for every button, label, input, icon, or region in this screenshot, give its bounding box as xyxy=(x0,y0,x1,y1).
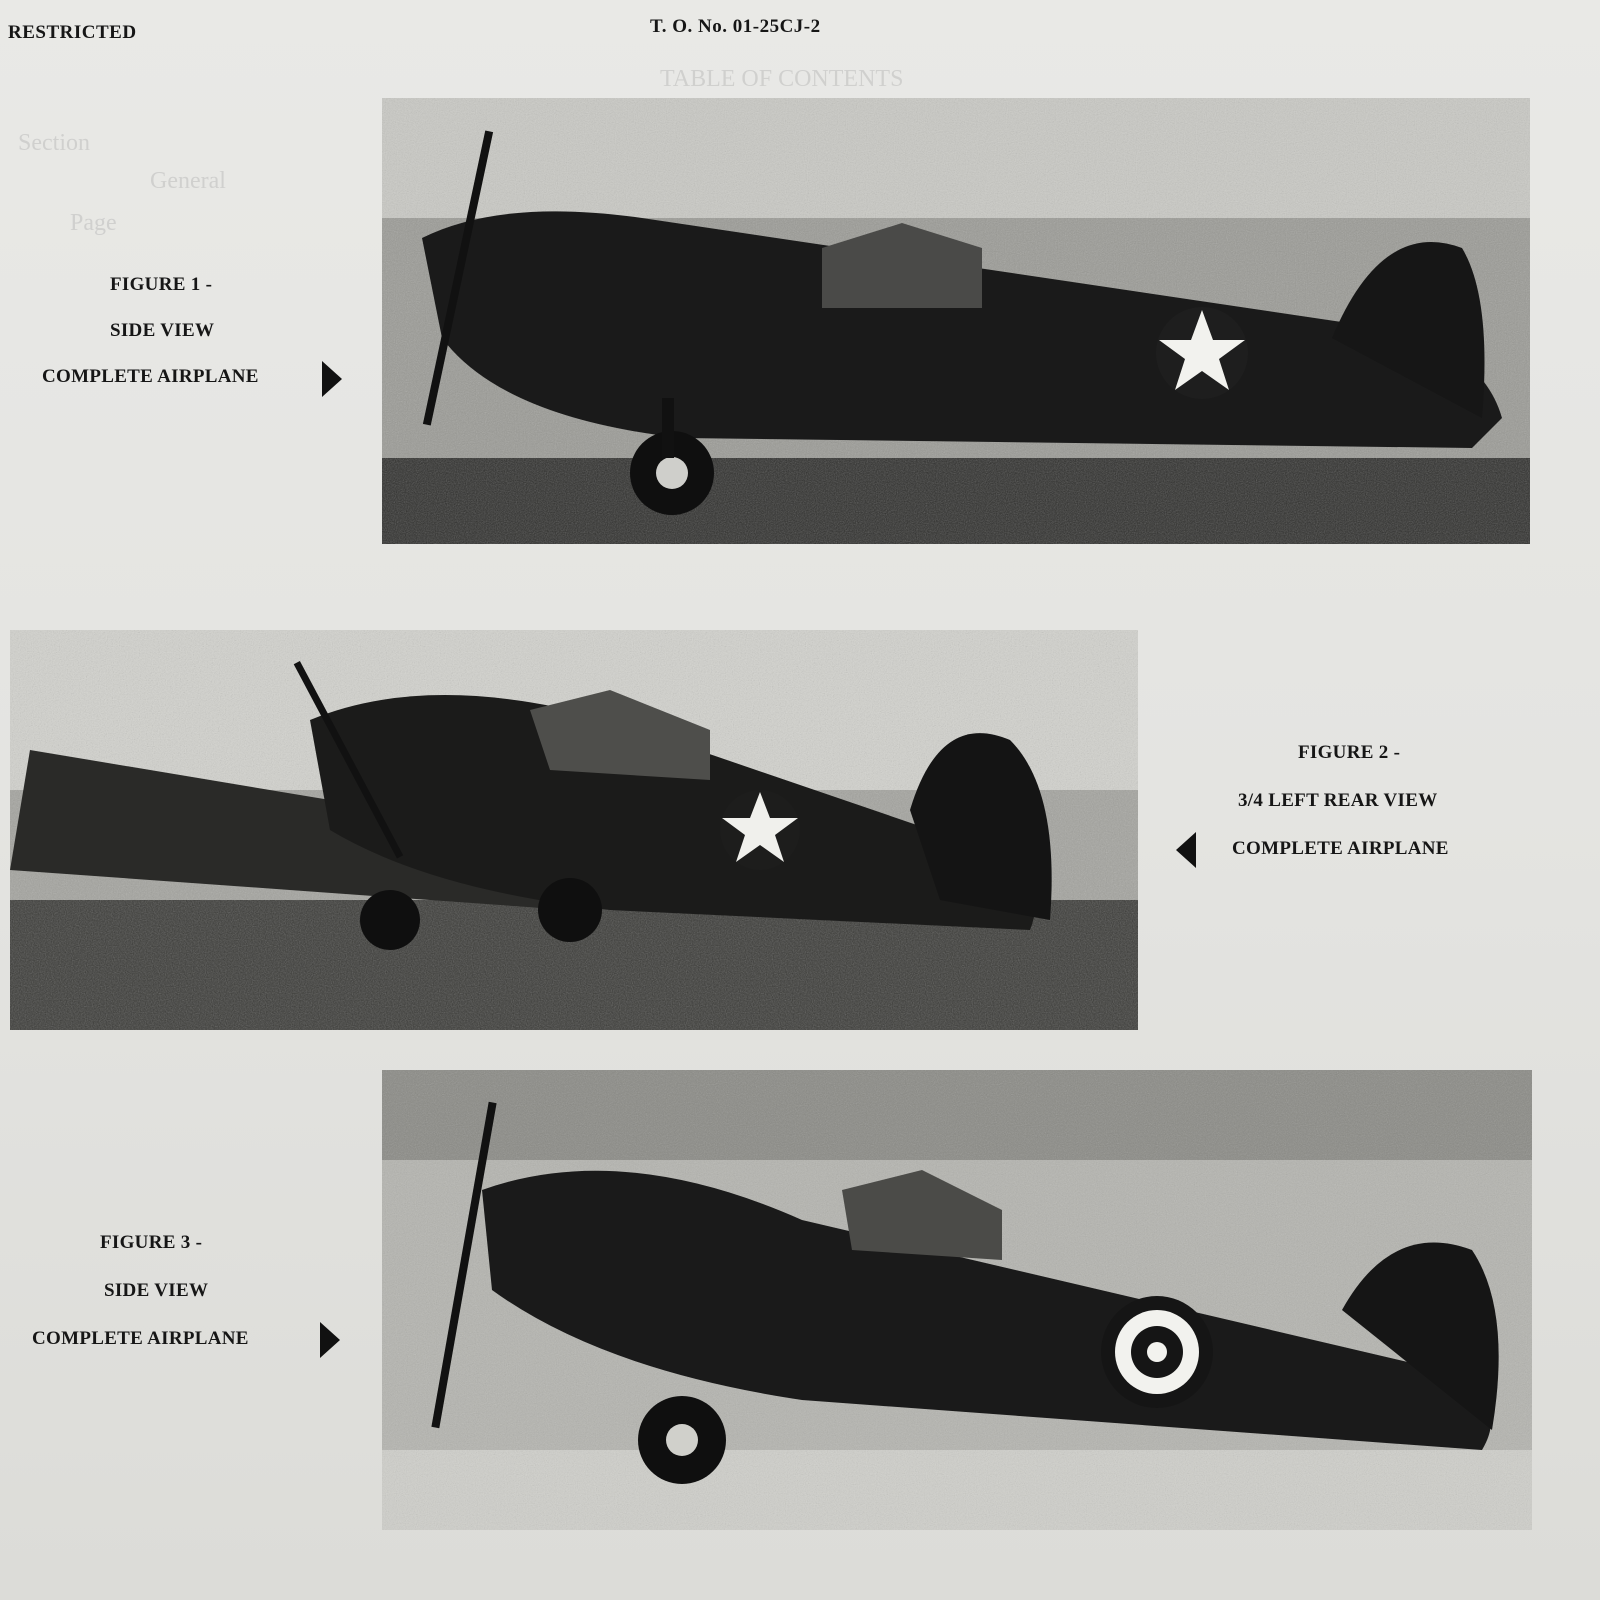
figure-1-subject: COMPLETE AIRPLANE xyxy=(42,366,259,387)
figure-2-number: FIGURE 2 - xyxy=(1298,742,1401,763)
bleed-through-text: Page xyxy=(70,210,117,236)
figure-2-subject: COMPLETE AIRPLANE xyxy=(1232,838,1449,859)
left-arrow-icon xyxy=(1176,832,1196,868)
figure-3-view: SIDE VIEW xyxy=(104,1280,209,1301)
bleed-through-text: Section xyxy=(18,130,90,156)
figure-2-view: 3/4 LEFT REAR VIEW xyxy=(1238,790,1438,811)
bleed-through-text: General xyxy=(150,168,226,194)
figure-3-photo xyxy=(382,1070,1532,1530)
figure-3-subject: COMPLETE AIRPLANE xyxy=(32,1328,249,1349)
figure-3-number: FIGURE 3 - xyxy=(100,1232,203,1253)
figure-1-photo xyxy=(382,98,1530,544)
document-number: T. O. No. 01-25CJ-2 xyxy=(650,16,821,37)
figure-1-view: SIDE VIEW xyxy=(110,320,215,341)
right-arrow-icon xyxy=(322,361,342,397)
figure-2-photo xyxy=(10,630,1138,1030)
bleed-through-text: TABLE OF CONTENTS xyxy=(660,66,904,92)
right-arrow-icon xyxy=(320,1322,340,1358)
figure-1-number: FIGURE 1 - xyxy=(110,274,213,295)
restricted-marking: RESTRICTED xyxy=(8,22,137,43)
